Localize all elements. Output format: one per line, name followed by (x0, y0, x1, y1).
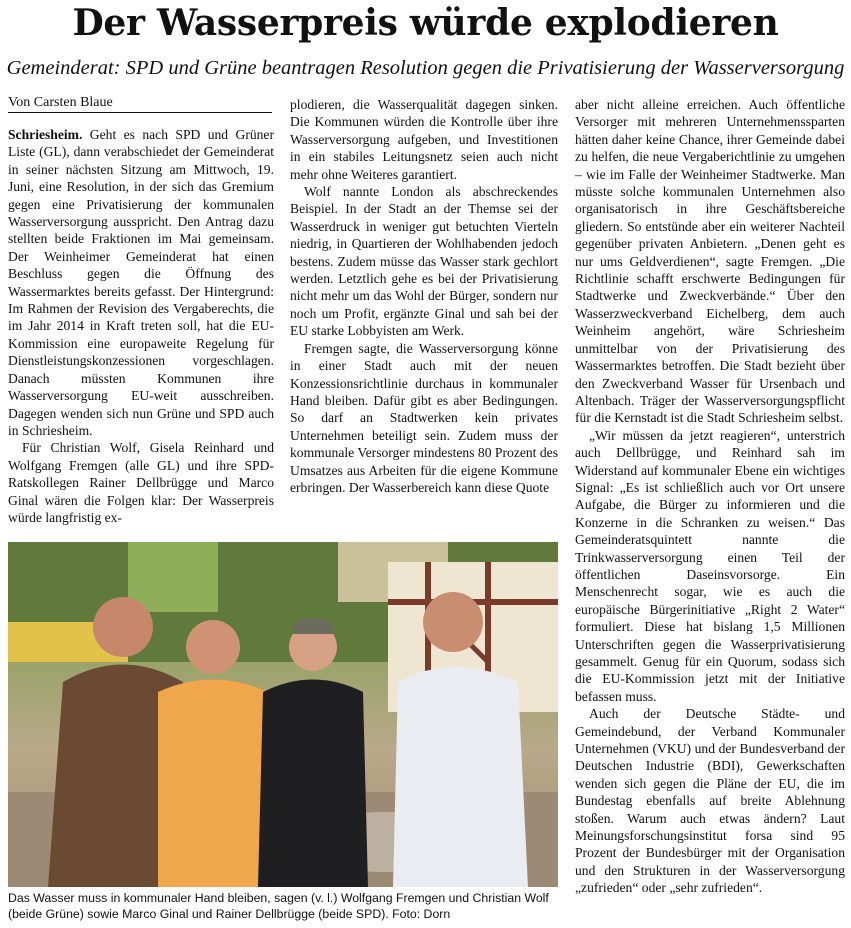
dateline-place: Schriesheim. (8, 127, 83, 142)
paragraph: aber nicht alleine erreichen. Auch öffentliche Versorger mit mehreren Unternehmenssparten hätten daher keine Chance, ihrer Gemeinde dabei zu helfen, die neue Vergaberichtlinie zu umgehen – wie im Falle der Weinheimer Stadtwerke. Man müsste solche kommunalen Unternehmen also organisatorisch in ihre Geschäftsbereiche gliedern. So entstünde aber ein weiterer Nachteil gegenüber privaten Anbietern. „Denen geht es nur ums Geldverdienen“, sagte Fremgen. „Die Richtlinie schafft erschwerte Bedingungen für Stadtwerke und Zweckverbände.“ Über den Wasserzweckverband Eichelberg, dem auch Weinheim angehört, wäre Schriesheim unmittelbar von der Privatisierung des Wassermarktes betroffen. Die Stadt bezieht über den Zweckverband Wasser für Ursenbach und Altenbach. Träger der Wasserversorgungspflicht für die Kernstadt ist die Stadt Schriesheim selbst. (575, 97, 845, 426)
article-column-1 (8, 126, 274, 526)
paragraph: Wolf nannte London als abschreckendes Beispiel. In der Stadt an der Themse sei der Wasserdruck in weniger gut betuchten Vierteln niedrig, in Quartieren der Wohlhabenden jedoch bestens. Zudem müsse das Wasser stark gechlort werden. Letztlich gehe es bei der Privatisierung nicht mehr um das Wohl der Bürger, sondern nur noch um Profit, ergänzte Ginal und sah bei der EU starke Lobbyisten am Werk. (290, 184, 558, 339)
subheadline: Gemeinderat: SPD und Grüne beantragen Resolution gegen die Privatisierung der Wasserversorgung (6, 57, 845, 79)
article-column-2 (290, 96, 558, 496)
article-column-3 (575, 96, 845, 897)
photo-illustration (8, 542, 558, 887)
headline: Der Wasserpreis würde explodieren (72, 2, 779, 44)
paragraph: Fremgen sagte, die Wasserversorgung könne in einer Stadt auch mit der neuen Konzessionsrichtlinie durchaus in kommunaler Hand bleiben. Dafür gibt es aber Bedingungen. So darf an Stadtwerken kein privates Unternehmen beteiligt sein. Zudem muss der kommunale Versorger mindestens 80 Prozent des Umsatzes aus Arbeiten für die eigene Kommune erbringen. Der Wasserbereich kann diese Quote (290, 340, 558, 495)
paragraph: Für Christian Wolf, Gisela Reinhard und Wolfgang Fremgen (alle GL) und ihre SPD-Ratskollegen Rainer Dellbrügge und Marco Ginal wären die Folgen klar: Der Wasserpreis würde langfristig ex- (8, 440, 274, 525)
paragraph: Auch der Deutsche Städte- und Gemeindebund, der Verband Kommunaler Unternehmen (VKU) und der Bundesverband der Deutschen Industrie (BDI), Gewerkschaften wenden sich gegen die Pläne der EU, die im Bundestag ebenfalls auf breite Ablehnung stoßen. Warum auch etwas ändern? Laut Meinungsforschungsinstitut forsa sind 95 Prozent der Bundesbürger mit der Organisation und den Strukturen in der Wasserversorgung „zufrieden“ oder „sehr zufrieden“. (575, 706, 845, 896)
paragraph: plodieren, die Wasserqualität dagegen sinken. Die Kommunen würden die Kontrolle über ihre Wasserversorgung aufgeben, und Investitionen in ein stabiles Leitungsnetz seien auch nicht mehr ohne Weiteres garantiert. (290, 97, 558, 182)
paragraph: „Wir müssen da jetzt reagieren“, unterstrich auch Dellbrügge, und Reinhard sah im Widerstand auf kommunaler Ebene ein wichtiges Signal: „Es ist schließlich auch vor Ort unsere Aufgabe, die Bürger zu informieren und die Konzerne in die Schranken zu weisen.“ Das Gemeinderatsquintett nannte die Trinkwasserversorgung einen Teil der öffentlichen Daseinsvorsorge. Ein Menschenrecht sogar, wie es auch die europäische Bürgerinitiative „Right 2 Water“ formuliert. Diese hat bislang 1,5 Millionen Unterschriften gegen die Wasserprivatisierung gesammelt. Genug für ein Quorum, sodass sich die EU-Kommission jetzt mit der Initiative befassen muss. (575, 427, 845, 704)
photo-caption: Das Wasser muss in kommunaler Hand bleiben, sagen (v. l.) Wolfgang Fremgen und Christian Wolf (beide Grüne) sowie Marco Ginal und Rainer Dellbrügge (beide SPD). Foto: Dorn (8, 891, 549, 921)
group-photo (8, 542, 558, 887)
paragraph (8, 126, 274, 439)
byline: Von Carsten Blaue (8, 95, 272, 113)
paragraph-text: Geht es nach SPD und Grüner Liste (GL), dann verabschiedet der Gemeinderat in seiner nächsten Sitzung am Mittwoch, 19. Juni, eine Resolution, in der sich das Gremium gegen eine Privatisierung der kommunalen Wasserversorgung ausspricht. Den Antrag dazu stellten beide Fraktionen im Mai gemeinsam. Der Weinheimer Gemeinderat hat einen Beschluss gegen die Öffnung des Wassermarktes bereits gefasst. Der Hintergrund: Im Rahmen der Revision des Vergaberechts, die im Jahr 2014 in Kraft treten soll, hat die EU-Kommission eine europaweite Regelung für Dienstleistungskonzessionen vorgeschlagen. Danach müssten Kommunen ihre Wasserversorgung EU-weit ausschreiben. Dagegen wenden sich nun Grüne und SPD auch in Schriesheim. (8, 127, 274, 438)
